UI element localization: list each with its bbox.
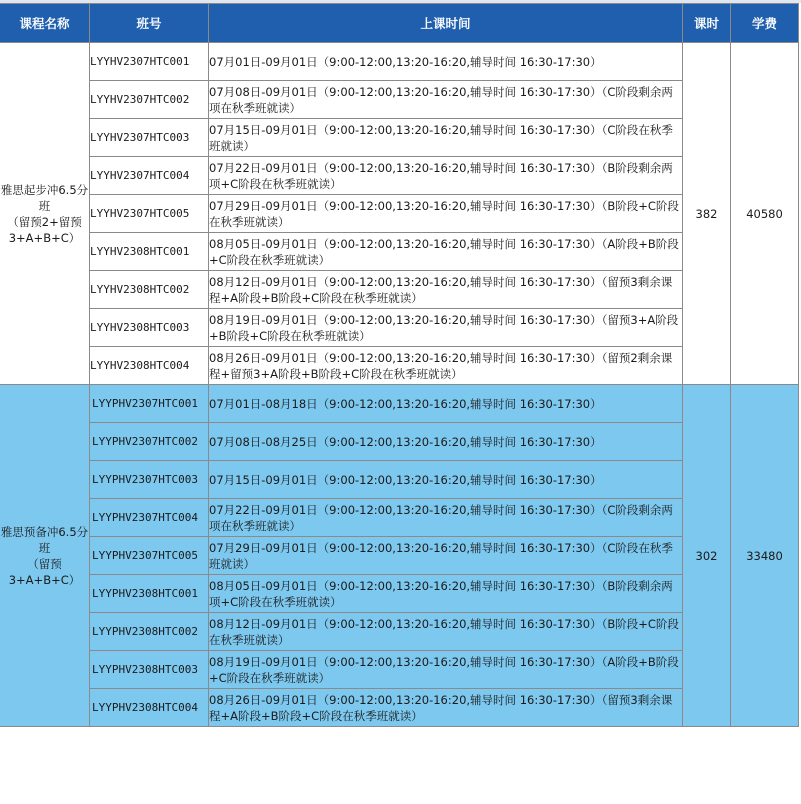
schedule-cell: 07月22日-09月01日（9:00-12:00,13:20-16:20,辅导时间 16:30-17:30）（B阶段剩余两项+C阶段在秋季班就读） bbox=[209, 157, 683, 195]
header-class-no: 班号 bbox=[90, 4, 209, 43]
class-code-cell: LYYPHV2308HTC003 bbox=[90, 651, 209, 689]
class-code-cell: LYYHV2307HTC002 bbox=[90, 81, 209, 119]
class-code-cell: LYYHV2307HTC005 bbox=[90, 195, 209, 233]
table-row bbox=[0, 195, 799, 233]
class-code-cell: LYYPHV2307HTC004 bbox=[90, 499, 209, 537]
table-row bbox=[0, 347, 799, 385]
table-body bbox=[0, 43, 799, 727]
schedule-cell: 08月05日-09月01日（9:00-12:00,13:20-16:20,辅导时间 16:30-17:30）（A阶段+B阶段+C阶段在秋季班就读） bbox=[209, 233, 683, 271]
class-code-cell: LYYPHV2308HTC004 bbox=[90, 689, 209, 727]
table-row bbox=[0, 233, 799, 271]
class-code-cell: LYYPHV2307HTC003 bbox=[90, 461, 209, 499]
hours-cell: 382 bbox=[683, 43, 731, 385]
schedule-cell: 08月26日-09月01日（9:00-12:00,13:20-16:20,辅导时间 16:30-17:30）（留预2剩余课程+留预3+A阶段+B阶段+C阶段在秋季班就读） bbox=[209, 347, 683, 385]
schedule-cell: 07月29日-09月01日（9:00-12:00,13:20-16:20,辅导时间 16:30-17:30）（B阶段+C阶段在秋季班就读） bbox=[209, 195, 683, 233]
schedule-cell: 07月15日-09月01日（9:00-12:00,13:20-16:20,辅导时间 16:30-17:30）（C阶段在秋季班就读） bbox=[209, 119, 683, 157]
table-row bbox=[0, 499, 799, 537]
fee-cell: 40580 bbox=[731, 43, 799, 385]
table-row bbox=[0, 271, 799, 309]
class-code-cell: LYYPHV2308HTC001 bbox=[90, 575, 209, 613]
schedule-cell: 08月12日-09月01日（9:00-12:00,13:20-16:20,辅导时间 16:30-17:30）（B阶段+C阶段在秋季班就读） bbox=[209, 613, 683, 651]
schedule-cell: 08月12日-09月01日（9:00-12:00,13:20-16:20,辅导时间 16:30-17:30）（留预3剩余课程+A阶段+B阶段+C阶段在秋季班就读） bbox=[209, 271, 683, 309]
table-row bbox=[0, 157, 799, 195]
class-code-cell: LYYPHV2307HTC001 bbox=[90, 385, 209, 423]
schedule-cell: 08月19日-09月01日（9:00-12:00,13:20-16:20,辅导时间 16:30-17:30）（A阶段+B阶段+C阶段在秋季班就读） bbox=[209, 651, 683, 689]
table-row bbox=[0, 423, 799, 461]
course-name-cell: 雅思预备冲6.5分班 （留预3+A+B+C） bbox=[0, 385, 90, 727]
class-code-cell: LYYHV2308HTC001 bbox=[90, 233, 209, 271]
schedule-cell: 07月01日-08月18日（9:00-12:00,13:20-16:20,辅导时间 16:30-17:30） bbox=[209, 385, 683, 423]
class-code-cell: LYYHV2308HTC002 bbox=[90, 271, 209, 309]
class-code-cell: LYYHV2307HTC001 bbox=[90, 43, 209, 81]
class-code-cell: LYYHV2308HTC004 bbox=[90, 347, 209, 385]
class-code-cell: LYYPHV2307HTC005 bbox=[90, 537, 209, 575]
schedule-cell: 08月05日-09月01日（9:00-12:00,13:20-16:20,辅导时间 16:30-17:30）（B阶段剩余两项+C阶段在秋季班就读） bbox=[209, 575, 683, 613]
class-code-cell: LYYHV2307HTC003 bbox=[90, 119, 209, 157]
schedule-cell: 08月19日-09月01日（9:00-12:00,13:20-16:20,辅导时间 16:30-17:30）（留预3+A阶段+B阶段+C阶段在秋季班就读） bbox=[209, 309, 683, 347]
class-code-cell: LYYPHV2307HTC002 bbox=[90, 423, 209, 461]
table-row bbox=[0, 575, 799, 613]
schedule-cell: 07月15日-09月01日（9:00-12:00,13:20-16:20,辅导时间 16:30-17:30） bbox=[209, 461, 683, 499]
header-row bbox=[0, 4, 799, 43]
header-fee: 学费 bbox=[731, 4, 799, 43]
table-row bbox=[0, 537, 799, 575]
table-row bbox=[0, 309, 799, 347]
table-row bbox=[0, 651, 799, 689]
schedule-cell: 07月08日-09月01日（9:00-12:00,13:20-16:20,辅导时间 16:30-17:30）（C阶段剩余两项在秋季班就读） bbox=[209, 81, 683, 119]
table-row bbox=[0, 613, 799, 651]
table-row bbox=[0, 119, 799, 157]
schedule-cell: 07月29日-09月01日（9:00-12:00,13:20-16:20,辅导时间 16:30-17:30）（C阶段在秋季班就读） bbox=[209, 537, 683, 575]
fee-cell: 33480 bbox=[731, 385, 799, 727]
class-code-cell: LYYHV2308HTC003 bbox=[90, 309, 209, 347]
schedule-cell: 08月26日-09月01日（9:00-12:00,13:20-16:20,辅导时间 16:30-17:30）（留预3剩余课程+A阶段+B阶段+C阶段在秋季班就读） bbox=[209, 689, 683, 727]
table-row bbox=[0, 385, 799, 423]
table-row bbox=[0, 81, 799, 119]
table-row bbox=[0, 689, 799, 727]
header-schedule: 上课时间 bbox=[209, 4, 683, 43]
schedule-cell: 07月01日-09月01日（9:00-12:00,13:20-16:20,辅导时间 16:30-17:30） bbox=[209, 43, 683, 81]
class-code-cell: LYYPHV2308HTC002 bbox=[90, 613, 209, 651]
table-row bbox=[0, 43, 799, 81]
class-code-cell: LYYHV2307HTC004 bbox=[90, 157, 209, 195]
header-course-name: 课程名称 bbox=[0, 4, 90, 43]
schedule-cell: 07月22日-09月01日（9:00-12:00,13:20-16:20,辅导时间 16:30-17:30）（C阶段剩余两项在秋季班就读） bbox=[209, 499, 683, 537]
hours-cell: 302 bbox=[683, 385, 731, 727]
course-name-cell: 雅思起步冲6.5分班 （留预2+留预3+A+B+C） bbox=[0, 43, 90, 385]
course-schedule-table bbox=[0, 3, 799, 727]
header-hours: 课时 bbox=[683, 4, 731, 43]
table-row bbox=[0, 461, 799, 499]
schedule-cell: 07月08日-08月25日（9:00-12:00,13:20-16:20,辅导时间 16:30-17:30） bbox=[209, 423, 683, 461]
